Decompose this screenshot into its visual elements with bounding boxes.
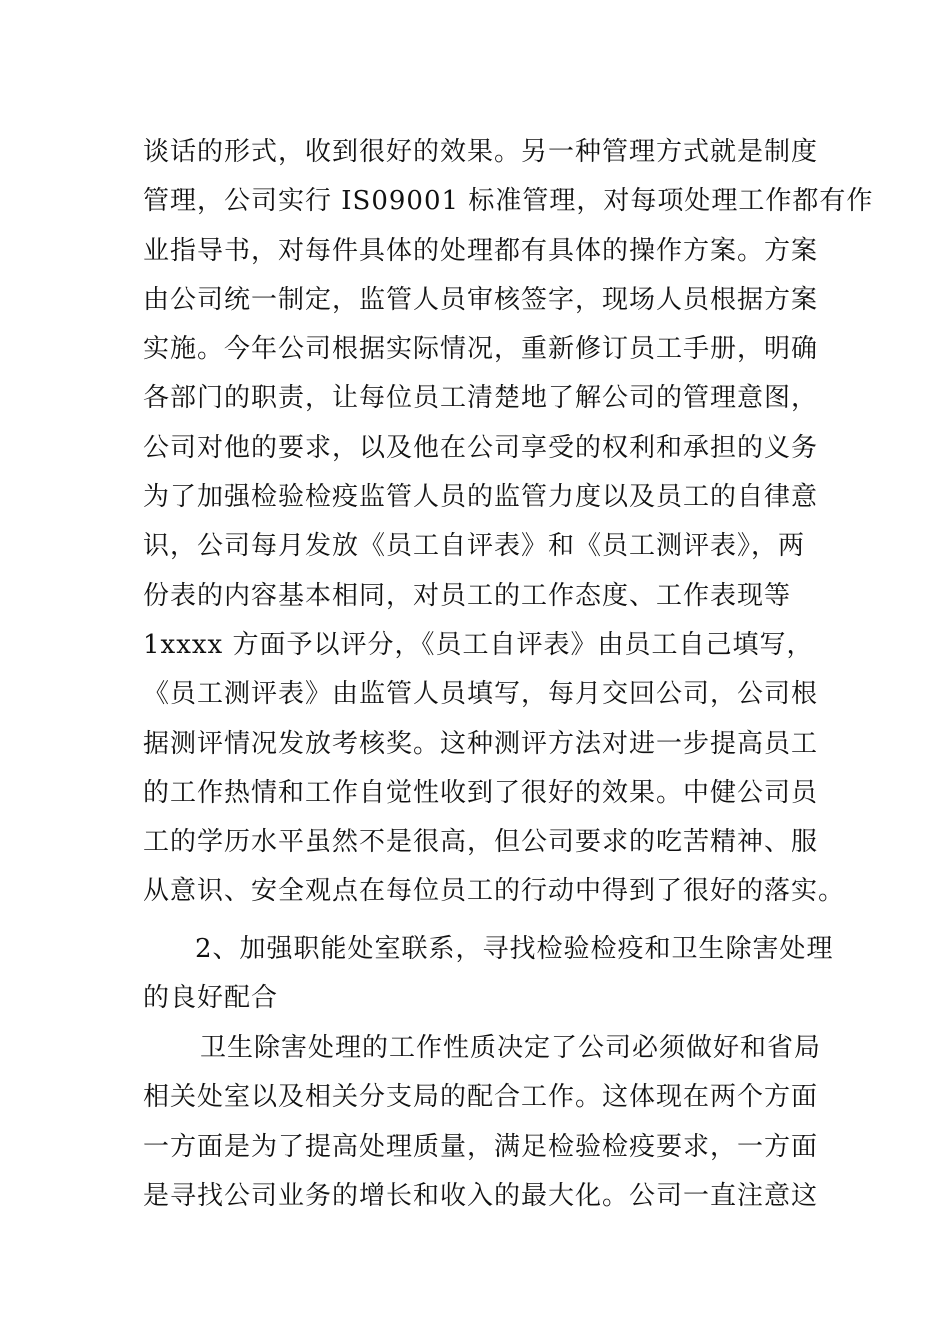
text-line: 相关处室以及相关分支局的配合工作。这体现在两个方面 xyxy=(143,1082,819,1113)
text-line: 为了加强检验检疫监管人员的监管力度以及员工的自律意 xyxy=(143,482,819,513)
text-line: 1xxxx 方面予以评分，《员工自评表》由员工自己填写， xyxy=(143,629,814,660)
section-heading xyxy=(143,925,834,1024)
text-line: 各部门的职责，让每位员工清楚地了解公司的管理意图， xyxy=(143,383,819,414)
text-line: 的工作热情和工作自觉性收到了很好的效果。中健公司员 xyxy=(143,777,819,808)
text-line: 据测评情况发放考核奖。这种测评方法对进一步提高员工 xyxy=(143,728,819,759)
text-line: 实施。今年公司根据实际情况，重新修订员工手册，明确 xyxy=(143,334,819,365)
text-line: 是寻找公司业务的增长和收入的最大化。公司一直注意这 xyxy=(143,1180,819,1211)
text-line: 工的学历水平虽然不是很高，但公司要求的吃苦精神、服 xyxy=(143,827,819,858)
text-line: 从意识、安全观点在每位员工的行动中得到了很好的落实。 xyxy=(143,876,846,907)
text-line: 一方面是为了提高处理质量，满足检验检疫要求，一方面 xyxy=(143,1131,819,1162)
text-line: 谈话的形式，收到很好的效果。另一种管理方式就是制度 xyxy=(143,137,819,167)
heading-line: 的良好配合 xyxy=(143,983,279,1014)
paragraph-coordination xyxy=(143,1024,822,1221)
text-line: 管理，公司实行 IS09001 标准管理，对每项处理工作都有作 xyxy=(143,186,874,217)
text-line: 《员工测评表》由监管人员填写，每月交回公司，公司根 xyxy=(143,679,819,710)
text-line: 由公司统一制定，监管人员审核签字，现场人员根据方案 xyxy=(143,284,819,315)
text-line: 份表的内容基本相同，对员工的工作态度、工作表现等 xyxy=(143,580,792,611)
paragraph-management xyxy=(143,128,874,917)
heading-line: 2、加强职能处室联系，寻找检验检疫和卫生除害处理 xyxy=(195,934,834,964)
text-line: 业指导书，对每件具体的处理都有具体的操作方案。方案 xyxy=(143,235,819,266)
text-line: 公司对他的要求，以及他在公司享受的权利和承担的义务 xyxy=(143,432,819,463)
text-line: 卫生除害处理的工作性质决定了公司必须做好和省局 xyxy=(200,1033,822,1063)
text-line: 识，公司每月发放《员工自评表》和《员工测评表》，两 xyxy=(143,531,806,562)
